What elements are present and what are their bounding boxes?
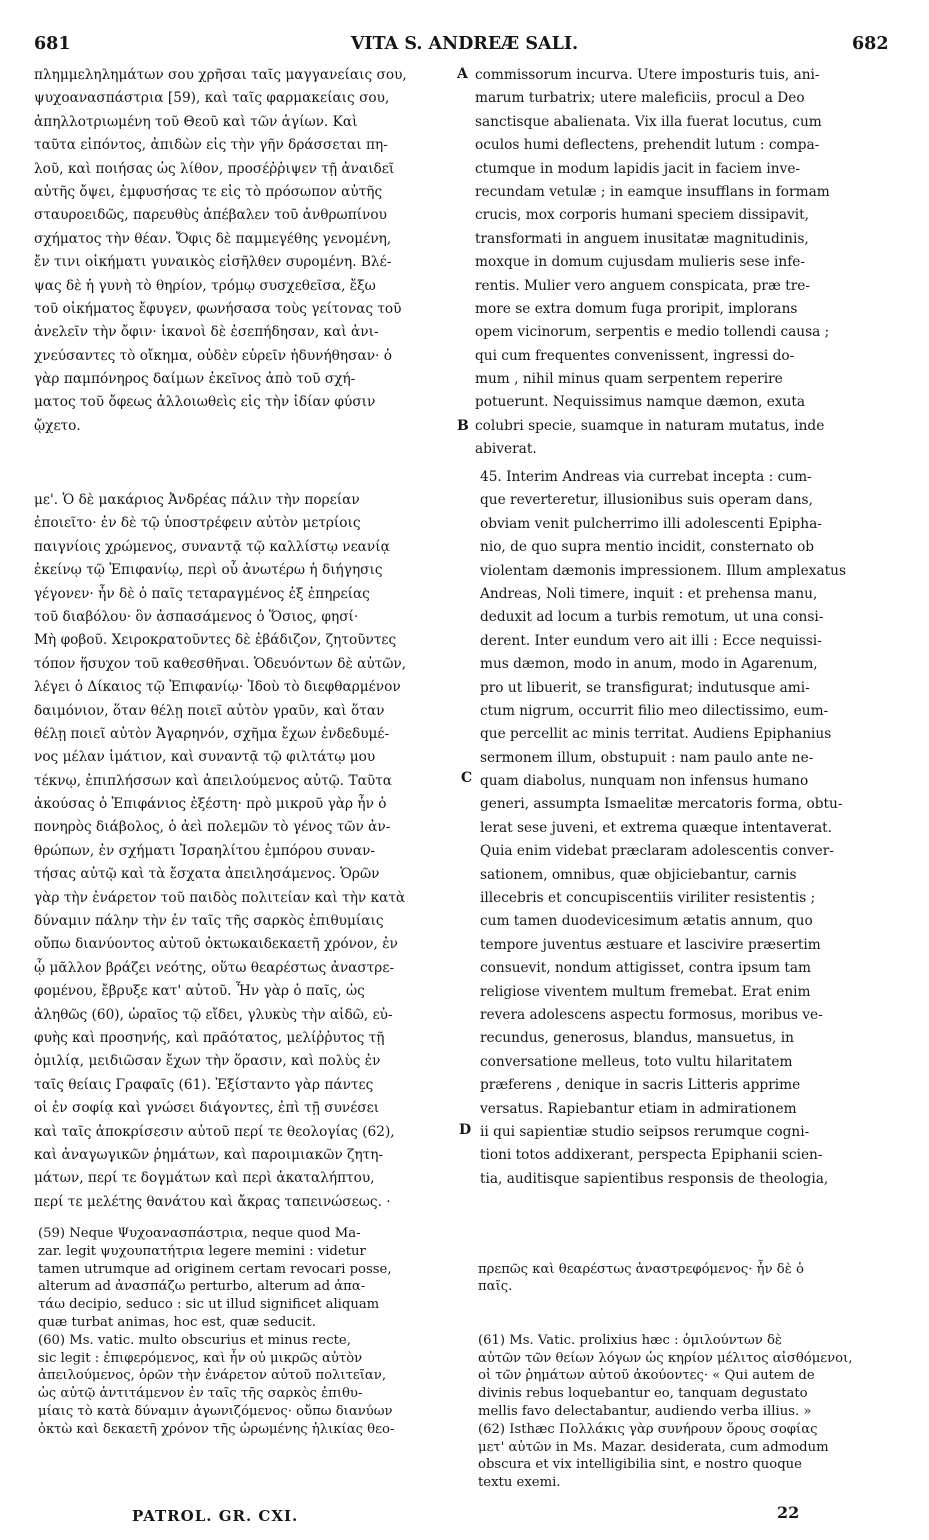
footnote-continuation: [478, 1261, 918, 1297]
text-line: 45. Interim Andreas via currebat incepta : cum-: [480, 469, 812, 485]
text-line: cum tamen duodevicesimum ætatis annum, quo: [480, 913, 813, 930]
text-line: pro ut libuerit, se transfigurat; indutusque ami-: [480, 679, 810, 696]
text-line: rentis. Mulier vero anguem conspicata, præ tre-: [475, 277, 810, 294]
text-line: crucis, mox corporis humani speciem dissipavit,: [475, 207, 809, 224]
text-line: mellis favo delectabantur, audiendo verba illius. »: [478, 1403, 812, 1419]
text-line: φυὴς καὶ προσηνής, καὶ πρᾶότατος, μελίῤῥυτος τῇ: [34, 1029, 385, 1046]
text-line: οἱ ἐν σοφίᾳ καὶ γνώσει διάγοντες, ἐπὶ τῇ συνέσει: [34, 1100, 380, 1117]
text-line: οὔπω διανύοντος αὐτοῦ ὀκτωκαιδεκαετῆ χρόνον, ἐν: [34, 936, 398, 953]
text-line: deduxit ad locum a turbis remotum, ut una consi-: [480, 609, 824, 626]
text-line: θέλῃ ποιεῖ αὐτὸν Ἀγαρηνόν, σχῆμα ἔχων ἐνδεδυμέ-: [34, 725, 390, 742]
text-line: opem vicinorum, serpentis e medio tollendi causa ;: [475, 324, 830, 341]
text-line: oculos humi deflectens, prehendit lutum : compa-: [475, 137, 820, 154]
right-page-number: 682: [852, 34, 889, 54]
text-line: ἔν τινι οἰκήματι γυναικὸς εἰσῆλθεν συρομένη. Βλέ-: [34, 254, 392, 271]
margin-marker-b: B: [457, 418, 469, 434]
text-line: sanctisque abalienata. Vix illa fuerat locutus, cum: [475, 113, 822, 130]
text-line: ii qui sapientiæ studio seipsos rerumque cogni-: [480, 1123, 810, 1140]
text-line: qui cum frequentes convenissent, ingressi do-: [475, 347, 795, 364]
text-line: (59) Neque Ψυχοανασπάστρια, neque quod Ma-: [38, 1226, 361, 1241]
margin-marker-c: C: [461, 770, 473, 786]
volume-signature: PATROL. GR. CXI.: [132, 1507, 299, 1525]
text-line: ἀπειλούμενος, ὁρῶν τὴν ἐνάρετον αὐτοῦ πολιτεῖαν,: [38, 1368, 387, 1384]
text-line: illecebris et concupiscentiis viriliter resistentis ;: [480, 890, 816, 907]
text-line: tempore juventus æstuare et lascivire præsertim: [480, 936, 821, 953]
text-line: sationem, omnibus, quæ objiciebantur, carnis: [480, 866, 797, 883]
text-line: δύναμιν πάλην τὴν ἐν ταῖς τῆς σαρκὸς ἐπιθυμίαις: [34, 913, 384, 930]
text-line: τόπον ἥσυχον τοῦ καθεσθῆναι. Ὁδευόντων δὲ αὐτῶν,: [34, 655, 407, 672]
text-line: alterum ad ἀνασπάζω perturbo, alterum ad ἀπα-: [38, 1279, 366, 1295]
text-line: παιγνίοις χρώμενος, συναντᾷ τῷ καλλίστῳ νεανίᾳ: [34, 538, 390, 555]
text-line: mum , nihil minus quam serpentem reperire: [475, 371, 783, 388]
text-line: quæ turbat animas, hoc est, quæ seducit.: [38, 1314, 316, 1330]
text-line: præferens , denique in sacris Litteris apprime: [480, 1077, 801, 1094]
text-line: τοῦ διαβόλου· ὃν ἀσπασάμενος ὁ Ὅσιος, φησί·: [34, 608, 359, 625]
text-line: quam diabolus, nunquam non infensus humano: [480, 773, 809, 790]
text-line: τήσας αὐτῷ καὶ τὰ ἔσχατα ἀπειλησάμενος. Ὁρῶν: [34, 866, 380, 883]
margin-marker-d: D: [459, 1122, 472, 1138]
text-line: lerat sese juveni, et extrema quæque intentaverat.: [480, 819, 832, 836]
text-line: μάτων, περί τε δογμάτων καὶ περὶ ἀκαταλήπτου,: [34, 1170, 375, 1187]
text-line: consuevit, nondum attigisset, contra ipsum tam: [480, 960, 812, 977]
text-line: ματος τοῦ ὄφεως ἀλλοιωθεὶς εἰς τὴν ἰδίαν φύσιν: [34, 394, 376, 411]
margin-marker-a: A: [457, 66, 468, 82]
text-line: πρεπῶς καὶ θεαρέστως ἀναστρεφόμενος· ἦν δὲ ὁ: [478, 1261, 804, 1277]
text-line: ctumque in modum lapidis jacit in faciem inve-: [475, 160, 801, 177]
text-line: conversatione melleus, toto vultu hilaritatem: [480, 1053, 793, 1070]
text-line: νος μέλαν ἱμάτιον, καὶ συναντᾷ τῷ φιλτάτῳ μου: [34, 749, 376, 766]
text-line: ἐποιεῖτο· ἐν δὲ τῷ ὑποστρέφειν αὐτὸν μετρίοις: [34, 515, 361, 532]
footnotes-right: [478, 1225, 918, 1510]
text-line: γὰρ τὴν ἐνάρετον τοῦ παιδὸς πολιτείαν καὶ τὴν κατὰ: [34, 889, 406, 906]
text-line: violentam dæmonis impressionem. Illum amplexatus: [480, 562, 846, 579]
text-line: (61) Ms. Vatic. prolixius hæc : ὁμιλούντων δὲ: [478, 1332, 782, 1348]
text-line: sic legit : ἐπιφερόμενος, καὶ ἦν οὐ μικρῶς αὐτὸν: [38, 1350, 363, 1366]
text-line: moxque in domum cujusdam mulieris sese infe-: [475, 254, 805, 271]
text-line: με'. Ὁ δὲ μακάριος Ἀνδρέας πάλιν τὴν πορείαν: [34, 492, 360, 508]
text-line: λέγει ὁ Δίκαιος τῷ Ἐπιφανίῳ· Ἰδοὺ τὸ διεφθαρμένον: [34, 679, 401, 696]
text-line: ἀνελεῖν τὴν ὄφιν· ἱκανοὶ δὲ ἐσεπήδησαν, καὶ ἀνι-: [34, 324, 379, 341]
text-line: ταῦτα εἰπόντος, ἀπιδὼν εἰς τὴν γῆν δράσσεται πη-: [34, 137, 388, 154]
text-line: nio, de quo supra mentio incidit, consternato ob: [480, 539, 815, 556]
text-line: (60) Ms. vatic. multo obscurius et minus recte,: [38, 1332, 351, 1348]
text-line: ψας δὲ ἡ γυνὴ τὸ θηρίον, τρόμῳ συσχεθεῖσα, ἔξω: [34, 277, 376, 294]
text-line: ctum nigrum, occurrit filio meo dilectissimo, eum-: [480, 702, 829, 719]
text-line: ᾤχετο.: [34, 417, 81, 434]
text-line: ἀκούσας ὁ Ἐπιφάνιος ἐξέστη· πρὸ μικροῦ γὰρ ἦν ὁ: [34, 796, 387, 813]
text-line: que reverteretur, illusionibus suis operam dans,: [480, 492, 813, 509]
text-line: tia, auditisque sapientibus responsis de theologia,: [480, 1170, 829, 1187]
footnotes-left: [38, 1225, 466, 1439]
running-title: VITA S. ANDREÆ SALI.: [350, 34, 579, 54]
text-line: λοῦ, καὶ ποιήσας ὡς λίθον, προσέῤῥιψεν τῇ ἀναιδεῖ: [34, 160, 395, 177]
text-line: οἱ τῶν ῥημάτων αὐτοῦ ἀκούοντες· « Qui autem de: [478, 1368, 815, 1384]
text-line: marum turbatrix; utere maleficiis, procul a Deo: [475, 90, 805, 107]
latin-column-main: [480, 466, 917, 1191]
text-line: more se extra domum fuga proripit, implorans: [475, 300, 798, 317]
text-line: δαιμόνιον, ὅταν θέλῃ ποιεῖ αὐτὸν γραῦν, καὶ ὅταν: [34, 702, 385, 719]
text-line: μετ' αὐτῶν in Ms. Mazar. desiderata, cum admodum: [478, 1439, 829, 1455]
footnotes-right-list: [478, 1332, 918, 1492]
greek-column-main: [34, 489, 464, 1214]
text-line: παῖς.: [478, 1279, 513, 1295]
text-line: versatus. Rapiebantur etiam in admirationem: [480, 1100, 797, 1117]
text-line: textu exemi.: [478, 1475, 561, 1491]
text-line: τοῦ οἰκήματος ἔφυγεν, φωνήσασα τοὺς γείτονας τοῦ: [34, 300, 402, 317]
sheet-number: 22: [777, 1503, 800, 1522]
greek-column-top: [34, 64, 464, 438]
text-line: tamen utrumque ad originem certam revocari posse,: [38, 1261, 392, 1277]
text-line: potuerunt. Nequissimus namque dæmon, exuta: [475, 394, 806, 411]
text-line: Μὴ φοβοῦ. Χειροκρατοῦντες δὲ ἐβάδιζον, ζητοῦντες: [34, 632, 397, 649]
text-line: μίαις τὸ κατὰ δύναμιν ἀγωνιζόμενος· οὔπω διανύων: [38, 1403, 393, 1419]
text-line: πλημμεληλημάτων σου χρῆσαι ταῖς μαγγανείαις σου,: [34, 67, 407, 83]
text-line: ὡς αὐτῷ ἀντιτάμενον ἐν ταῖς τῆς σαρκὸς ἐπιθυ-: [38, 1386, 363, 1402]
text-line: ταῖς θείαις Γραφαῖς (61). Ἐξίσταντο γὰρ πάντες: [34, 1076, 374, 1093]
text-line: τάω decipio, seduco : sic ut illud significet aliquam: [38, 1297, 380, 1313]
text-line: σταυροειδῶς, παρευθὺς ἀπέβαλεν τοῦ ἀνθρωπίνου: [34, 207, 387, 224]
text-line: ἀληθῶς (60), ὡραῖος τῷ εἴδει, γλυκὺς τὴν αἰδῶ, εὐ-: [34, 1006, 393, 1023]
text-line: ὁμιλίᾳ, μειδιῶσαν ἔχων τὴν ὅρασιν, καὶ πολὺς ἐν: [34, 1053, 381, 1070]
text-line: zar. legit ψυχουπατήτρια legere memini : videtur: [38, 1243, 366, 1259]
text-line: recundam vetulæ ; in eamque insufflans in formam: [475, 183, 830, 200]
text-line: tioni totos addixerant, perspecta Epiphanii scien-: [480, 1147, 823, 1164]
text-line: que percellit ac minis territat. Audiens Epiphanius: [480, 726, 832, 743]
text-line: revera adolescens aspectu formosus, moribus ve-: [480, 1006, 823, 1023]
text-line: colubri specie, suamque in naturam mutatus, inde: [475, 417, 825, 434]
text-line: τέκνῳ, ἐπιπλήσσων καὶ ἀπειλούμενος αὐτῷ. Ταῦτα: [34, 772, 393, 789]
text-line: θρώπων, ἐν σχήματι Ἰσραηλίτου ἐμπόρου συναν-: [34, 842, 376, 859]
text-line: religiose viventem multum fremebat. Erat enim: [480, 983, 811, 1000]
text-line: obscura et vix intelligibilia sint, e nostro quoque: [478, 1457, 802, 1473]
latin-column-top: [475, 64, 917, 462]
text-line: σχήματος τὴν θέαν. Ὄφις δὲ παμμεγέθης γενομένη,: [34, 230, 392, 247]
text-line: derent. Inter eundum vero ait illi : Ecce nequissi-: [480, 632, 822, 649]
text-line: abiverat.: [475, 441, 537, 458]
text-line: ἀπηλλοτριωμένη τοῦ Θεοῦ καὶ τῶν ἁγίων. Καὶ: [34, 113, 358, 130]
text-line: περί τε μελέτης θανάτου καὶ ἄκρας ταπεινώσεως. ·: [34, 1193, 391, 1210]
text-line: sermonem illum, obstupuit : nam paulo ante ne-: [480, 749, 814, 766]
text-line: καὶ ταῖς ἀποκρίσεσιν αὐτοῦ περί τε θεολογίας (62),: [34, 1123, 395, 1140]
text-line: ᾧ μᾶλλον βράζει νεότης, οὕτω θεαρέστως ἀναστρε-: [34, 959, 395, 976]
text-line: generi, assumpta Ismaelitæ mercatoris forma, obtu-: [480, 796, 843, 813]
text-line: χνεύσαντες τὸ οἴκημα, οὐδὲν εὑρεῖν ἠδυνήθησαν· ὁ: [34, 347, 392, 364]
text-line: πονηρὸς διάβολος, ὁ ἀεὶ πολεμῶν τὸ γένος τῶν ἀν-: [34, 819, 391, 836]
text-line: αὐτῶν τῶν θείων λόγων ὡς κηρίον μέλιτος αἰσθόμενοι,: [478, 1350, 853, 1366]
text-line: Andreas, Noli timere, inquit : et prehensa manu,: [480, 585, 818, 602]
text-line: divinis rebus loquebantur eo, tanquam degustato: [478, 1386, 808, 1402]
text-line: obviam venit pulcherrimo illi adolescenti Epipha-: [480, 515, 822, 532]
text-line: mus dæmon, modo in anum, modo in Agarenum,: [480, 656, 818, 673]
text-line: (62) Isthæc Πολλάκις γὰρ συνήρουν ὅρους σοφίας: [478, 1421, 818, 1437]
text-line: γὰρ παμπόνηρος δαίμων ἐκεῖνος ἀπὸ τοῦ σχή-: [34, 371, 356, 388]
text-line: αὐτῆς ὄψει, ἐμφυσήσας τε εἰς τὸ πρόσωπον αὐτῆς: [34, 183, 383, 200]
text-line: recundus, generosus, blandus, mansuetus, in: [480, 1030, 794, 1047]
text-line: commissorum incurva. Utere imposturis tuis, ani-: [475, 67, 820, 83]
text-line: Quia enim videbat præclaram adolescentis conver-: [480, 843, 834, 860]
text-line: καὶ ἀναγωγικῶν ῥημάτων, καὶ παροιμιακῶν ζητη-: [34, 1146, 384, 1163]
text-line: ψυχοανασπάστρια [59), καὶ ταῖς φαρμακείαις σου,: [34, 90, 390, 107]
left-page-number: 681: [34, 34, 71, 54]
text-line: ἐκείνῳ τῷ Ἐπιφανίῳ, περὶ οὗ ἀνωτέρω ἡ διήγησις: [34, 562, 383, 579]
text-line: ὀκτὼ καὶ δεκαετῆ χρόνον τῆς ὡρωμένης ἡλικίας θεο-: [38, 1421, 395, 1437]
text-line: transformati in anguem inusitatæ magnitudinis,: [475, 230, 809, 247]
text-line: γέγονεν· ἦν δὲ ὁ παῖς τεταραγμένος ἐξ ἐπηρείας: [34, 585, 370, 602]
text-line: φομένου, ἔβρυξε κατ' αὐτοῦ. Ἦν γὰρ ὁ παῖς, ὡς: [34, 983, 365, 1000]
